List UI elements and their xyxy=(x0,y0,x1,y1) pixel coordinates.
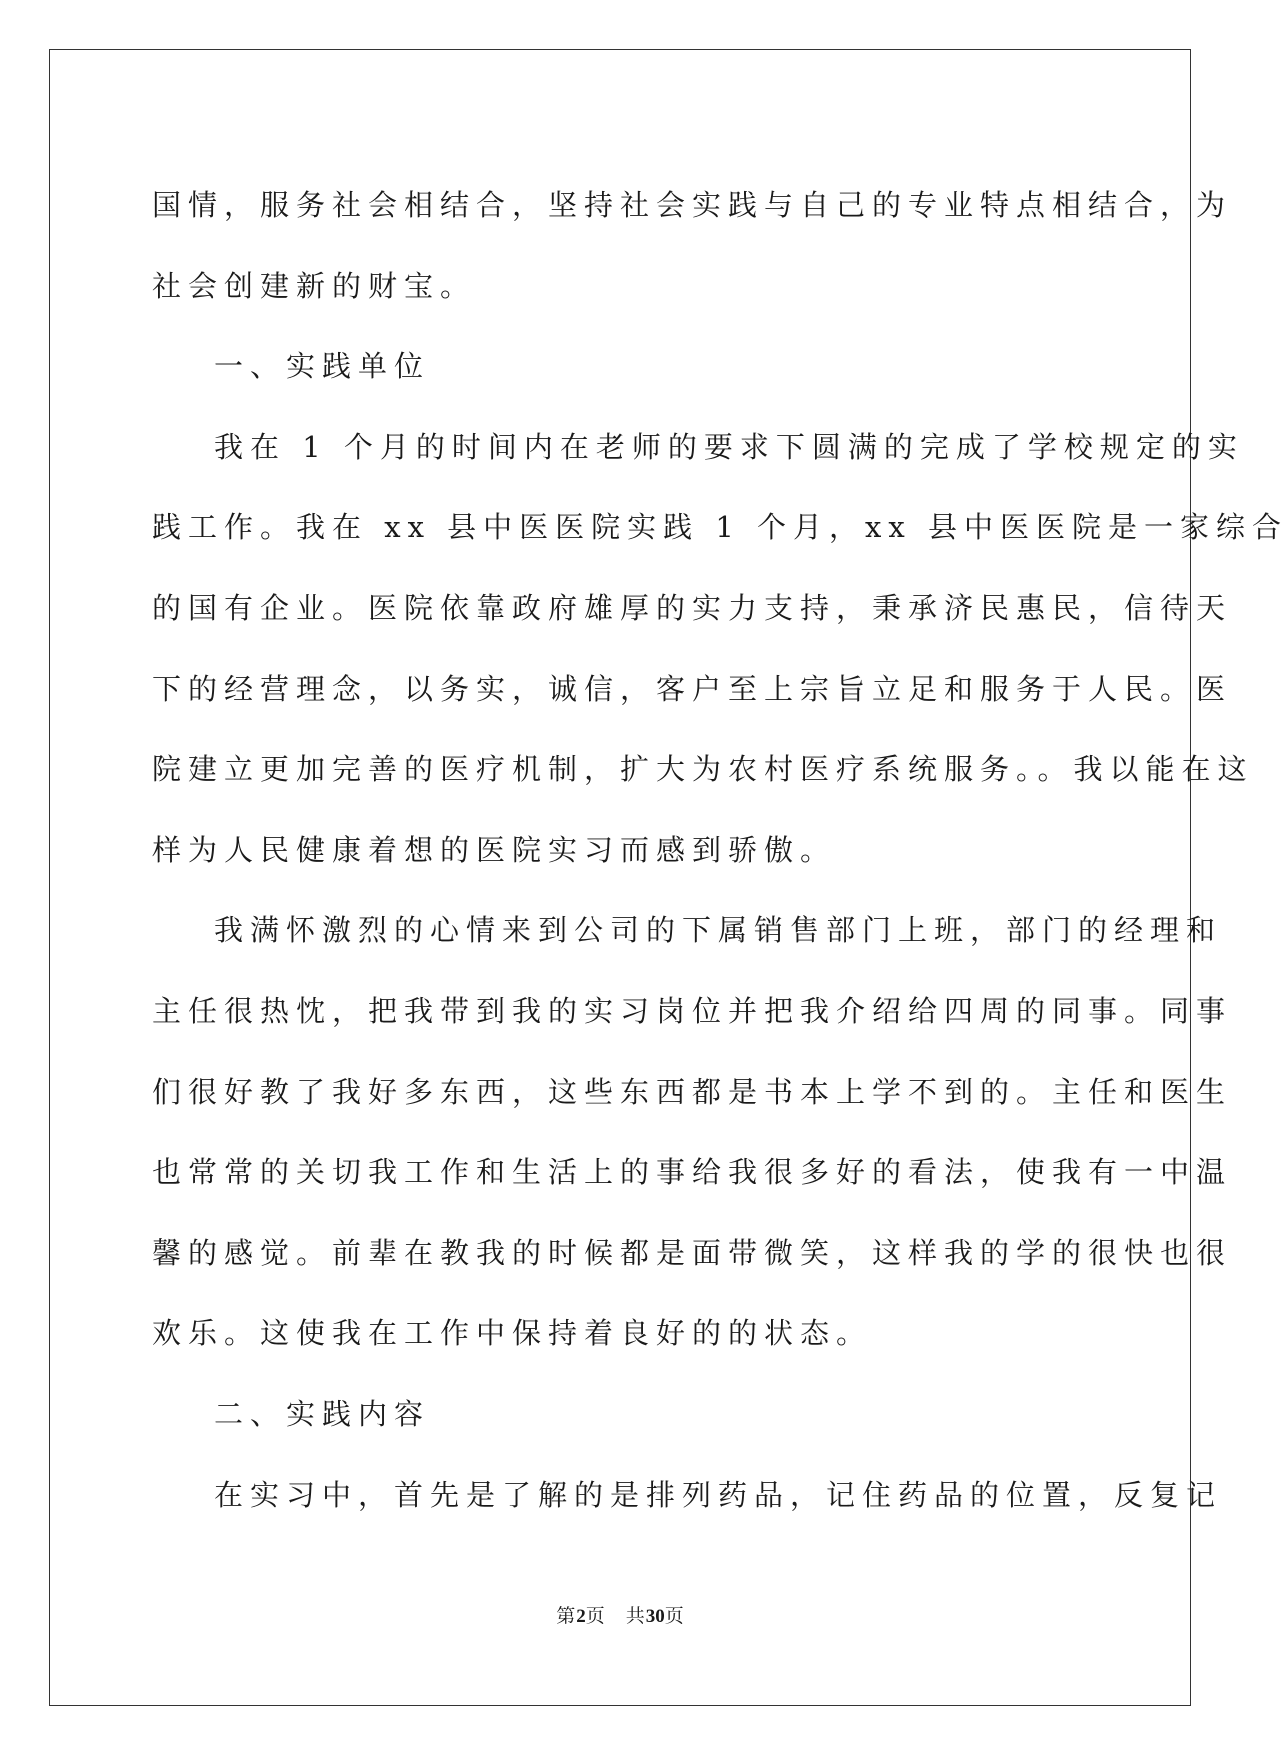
text-line: 我在 1 个月的时间内在老师的要求下圆满的完成了学校规定的实 xyxy=(214,429,1244,464)
text-line: 也常常的关切我工作和生活上的事给我很多好的看法，使我有一中温 xyxy=(152,1155,1233,1190)
text-line: 践工作。我在 xx 县中医医院实践 1 个月，xx 县中医医院是一家综合 xyxy=(152,510,1288,545)
text-line: 欢乐。这使我在工作中保持着良好的的状态。 xyxy=(152,1316,873,1351)
total-unit: 页 xyxy=(664,1606,685,1627)
text-line: 在实习中，首先是了解的是排列药品，记住药品的位置，反复记 xyxy=(214,1477,1223,1512)
section-heading: 二、实践内容 xyxy=(214,1396,431,1431)
total-prefix: 共 xyxy=(625,1606,646,1627)
text-line: 国情，服务社会相结合，坚持社会实践与自己的专业特点相结合，为 xyxy=(152,188,1233,222)
text-line: 社会创建新的财宝。 xyxy=(152,268,477,303)
text-line: 我满怀激烈的心情来到公司的下属销售部门上班，部门的经理和 xyxy=(214,913,1223,948)
text-line: 的国有企业。医院依靠政府雄厚的实力支持，秉承济民惠民，信待天 xyxy=(152,590,1233,625)
page-total: 30 xyxy=(645,1606,665,1627)
page-unit: 页 xyxy=(585,1606,606,1627)
page-number: 2 xyxy=(576,1606,586,1627)
text-line: 样为人民健康着想的医院实习而感到骄傲。 xyxy=(152,832,837,867)
document-body xyxy=(152,165,1288,1535)
text-line: 院建立更加完善的医疗机制，扩大为农村医疗系统服务。。我以能在这 xyxy=(152,752,1254,787)
section-heading: 一、实践单位 xyxy=(214,349,431,384)
text-line: 们很好教了我好多东西，这些东西都是书本上学不到的。主任和医生 xyxy=(152,1074,1233,1109)
text-line: 下的经营理念，以务实，诚信，客户至上宗旨立足和服务于人民。医 xyxy=(152,671,1233,706)
text-line: 主任很热忱，把我带到我的实习岗位并把我介绍给四周的同事。同事 xyxy=(152,993,1233,1028)
page-footer xyxy=(0,1601,1241,1628)
page-prefix: 第 xyxy=(556,1606,577,1627)
text-line: 馨的感觉。前辈在教我的时候都是面带微笑，这样我的学的很快也很 xyxy=(152,1235,1233,1270)
